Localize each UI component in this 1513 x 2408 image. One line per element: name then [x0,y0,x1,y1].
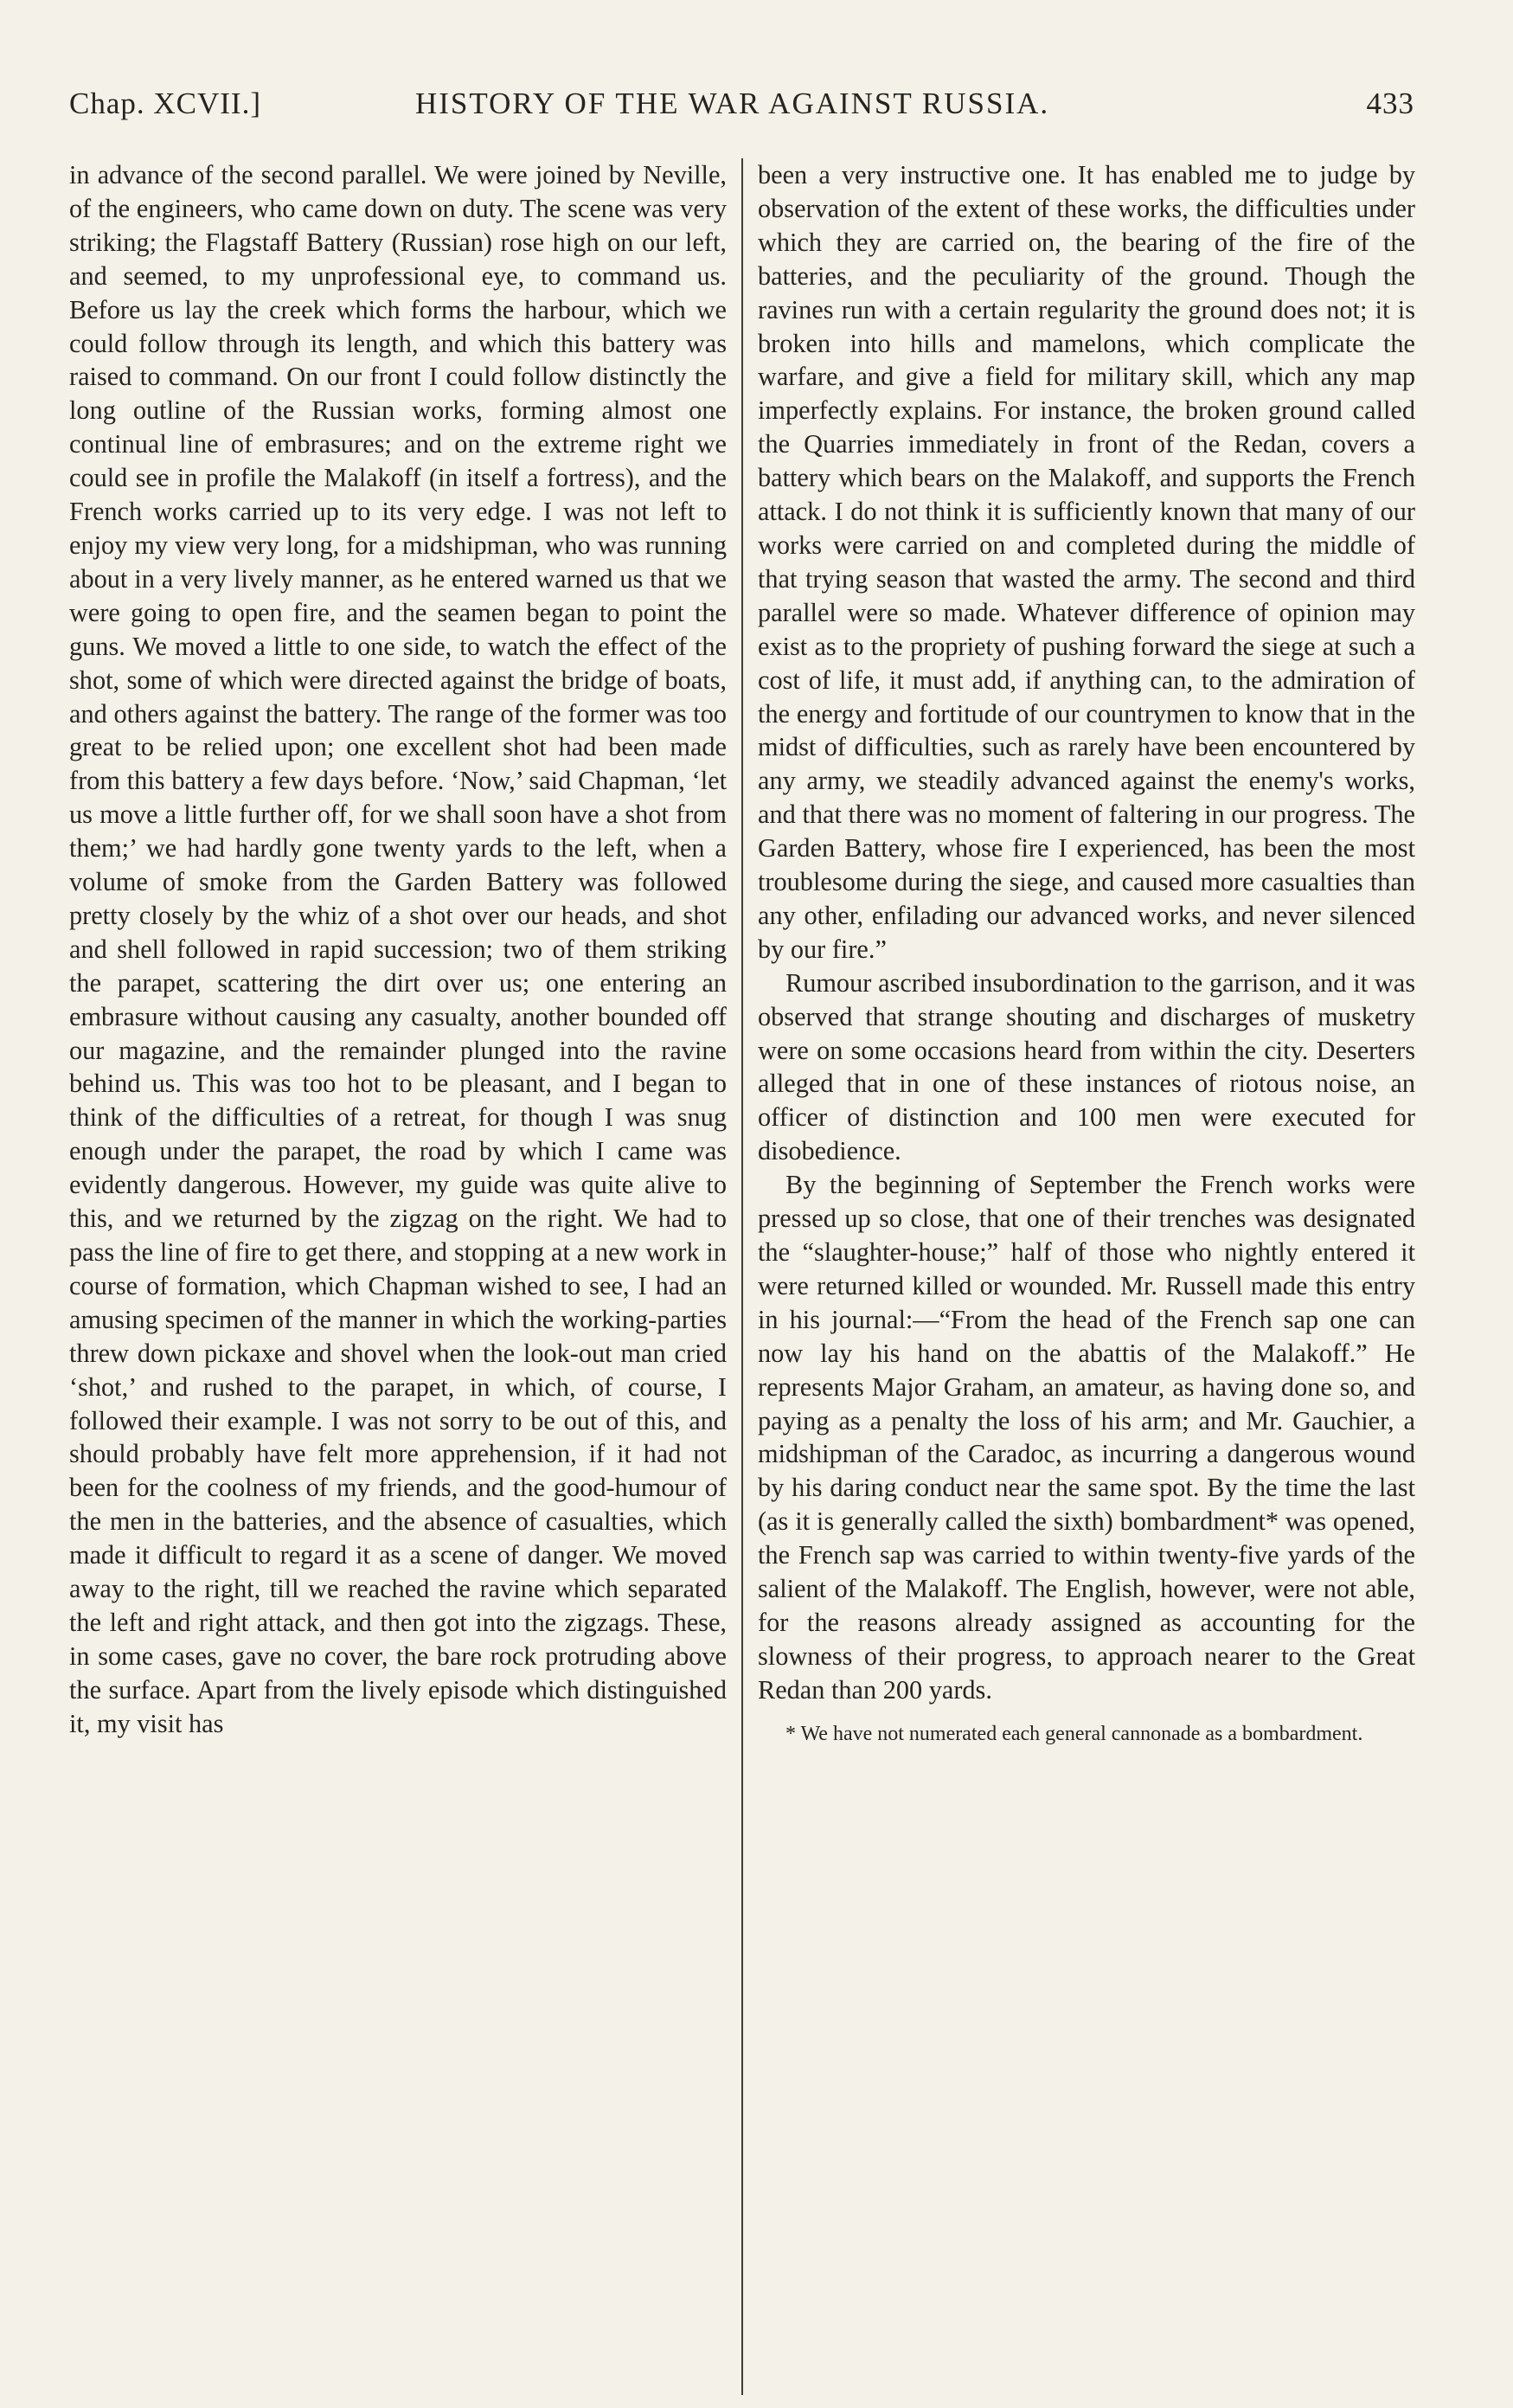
footnote: * We have not numerated each general cannonade as a bombardment. [785,1722,1363,1745]
left-column [69,158,727,1741]
column-divider [741,158,743,2395]
running-header [69,87,1414,138]
left-paragraph-1: in advance of the second parallel. We were joined by Neville, of the engineers, who came down on duty. The scene was very striking; the Flagstaff Battery (Russian) rose high on our left, and seemed, to my unprofessional eye, to command us. Before us lay the creek which forms the harbour, which we could follow through its length, and which this battery was raised to command. On our front I could follow distinctly the long outline of the Russian works, forming almost one continual line of embrasures; and on the extreme right we could see in profile the Malakoff (in itself a fortress), and the French works carried up to its very edge. I was not left to enjoy my view very long, for a midshipman, who was running about in a very lively manner, as he entered warned us that we were going to open fire, and the seamen began to point the guns. We moved a little to one side, to watch the effect of the shot, some of which were directed against the bridge of boats, and others against the battery. The range of the former was too great to be relied upon; one excellent shot had been made from this battery a few days before. ‘Now,’ said Chapman, ‘let us move a little further off, for we shall soon have a shot from them;’ we had hardly gone twenty yards to the left, when a volume of smoke from the Garden Battery was followed pretty closely by the whiz of a shot over our heads, and shot and shell followed in rapid succession; two of them striking the parapet, scattering the dirt over us; one entering an embrasure without causing any casualty, another bounded off our magazine, and the remainder plunged into the ravine behind us. This was too hot to be pleasant, and I began to think of the difficulties of a retreat, for though I was snug enough under the parapet, the road by which I came was evidently dangerous. However, my guide was quite alive to this, and we returned by the zigzag on the right. We had to pass the line of fire to get there, and stopping at a new work in course of formation, which Chapman wished to see, I had an amusing specimen of the manner in which the working-parties threw down pickaxe and shovel when the look-out man cried ‘shot,’ and rushed to the parapet, in which, of course, I followed their example. I was not sorry to be out of this, and should probably have felt more apprehension, if it had not been for the coolness of my friends, and the good-humour of the men in the batteries, and the absence of casualties, which made it difficult to regard it as a scene of danger. We moved away to the right, till we reached the ravine which separated the left and right attack, and then got into the zigzags. These, in some cases, gave no cover, the bare rock protruding above the surface. Apart from the lively episode which distinguished it, my visit has [69,160,727,1738]
right-paragraph-1: been a very instructive one. It has enabled me to judge by observation of the extent of these works, the difficulties under which they are carried on, the bearing of the fire of the batteries, and the peculiarity of the ground. Though the ravines run with a certain regularity the ground does not; it is broken into hills and mamelons, which complicate the warfare, and give a field for military skill, which any map imperfectly explains. For instance, the broken ground called the Quarries immediately in front of the Redan, covers a battery which bears on the Malakoff, and supports the French attack. I do not think it is sufficiently known that many of our works were carried on and completed during the middle of that trying season that wasted the army. The second and third parallel were so made. Whatever difference of opinion may exist as to the propriety of pushing forward the siege at such a cost of life, it must add, if anything can, to the admiration of the energy and fortitude of our countrymen to know that in the midst of difficulties, such as rarely have been encountered by any army, we steadily advanced against the enemy's works, and that there was no moment of faltering in our progress. The Garden Battery, whose fire I experienced, has been the most troublesome during the siege, and caused more casualties than any other, enfilading our advanced works, and never silenced by our fire.” [758,160,1415,964]
page-number: 433 [1366,87,1414,120]
right-column [758,158,1415,1748]
right-paragraph-3: By the beginning of September the French works were pressed up so close, that one of their trenches was designated the “slaughter-house;” half of those who nightly entered it were returned killed or wounded. Mr. Russell made this entry in his journal:—“From the head of the French sap one can now lay his hand on the abattis of the Malakoff.” He represents Major Graham, an amateur, as having done so, and paying as a penalty the loss of his arm; and Mr. Gauchier, a midshipman of the Caradoc, as incurring a dangerous wound by his daring conduct near the same spot. By the time the last (as it is generally called the sixth) bombardment* was opened, the French sap was carried to within twenty-five yards of the salient of the Malakoff. The English, however, were not able, for the reasons already assigned as accounting for the slowness of their progress, to approach nearer to the Great Redan than 200 yards. [758,1170,1415,1705]
running-title: HISTORY OF THE WAR AGAINST RUSSIA. [415,87,1050,120]
right-paragraph-2: Rumour ascribed insubordination to the garrison, and it was observed that strange shouting and discharges of musketry were on some occasions heard from within the city. Deserters alleged that in one of these instances of riotous noise, an officer of distinction and 100 men were executed for disobedience. [758,967,1415,1166]
chapter-label: Chap. XCVII.] [69,87,261,120]
